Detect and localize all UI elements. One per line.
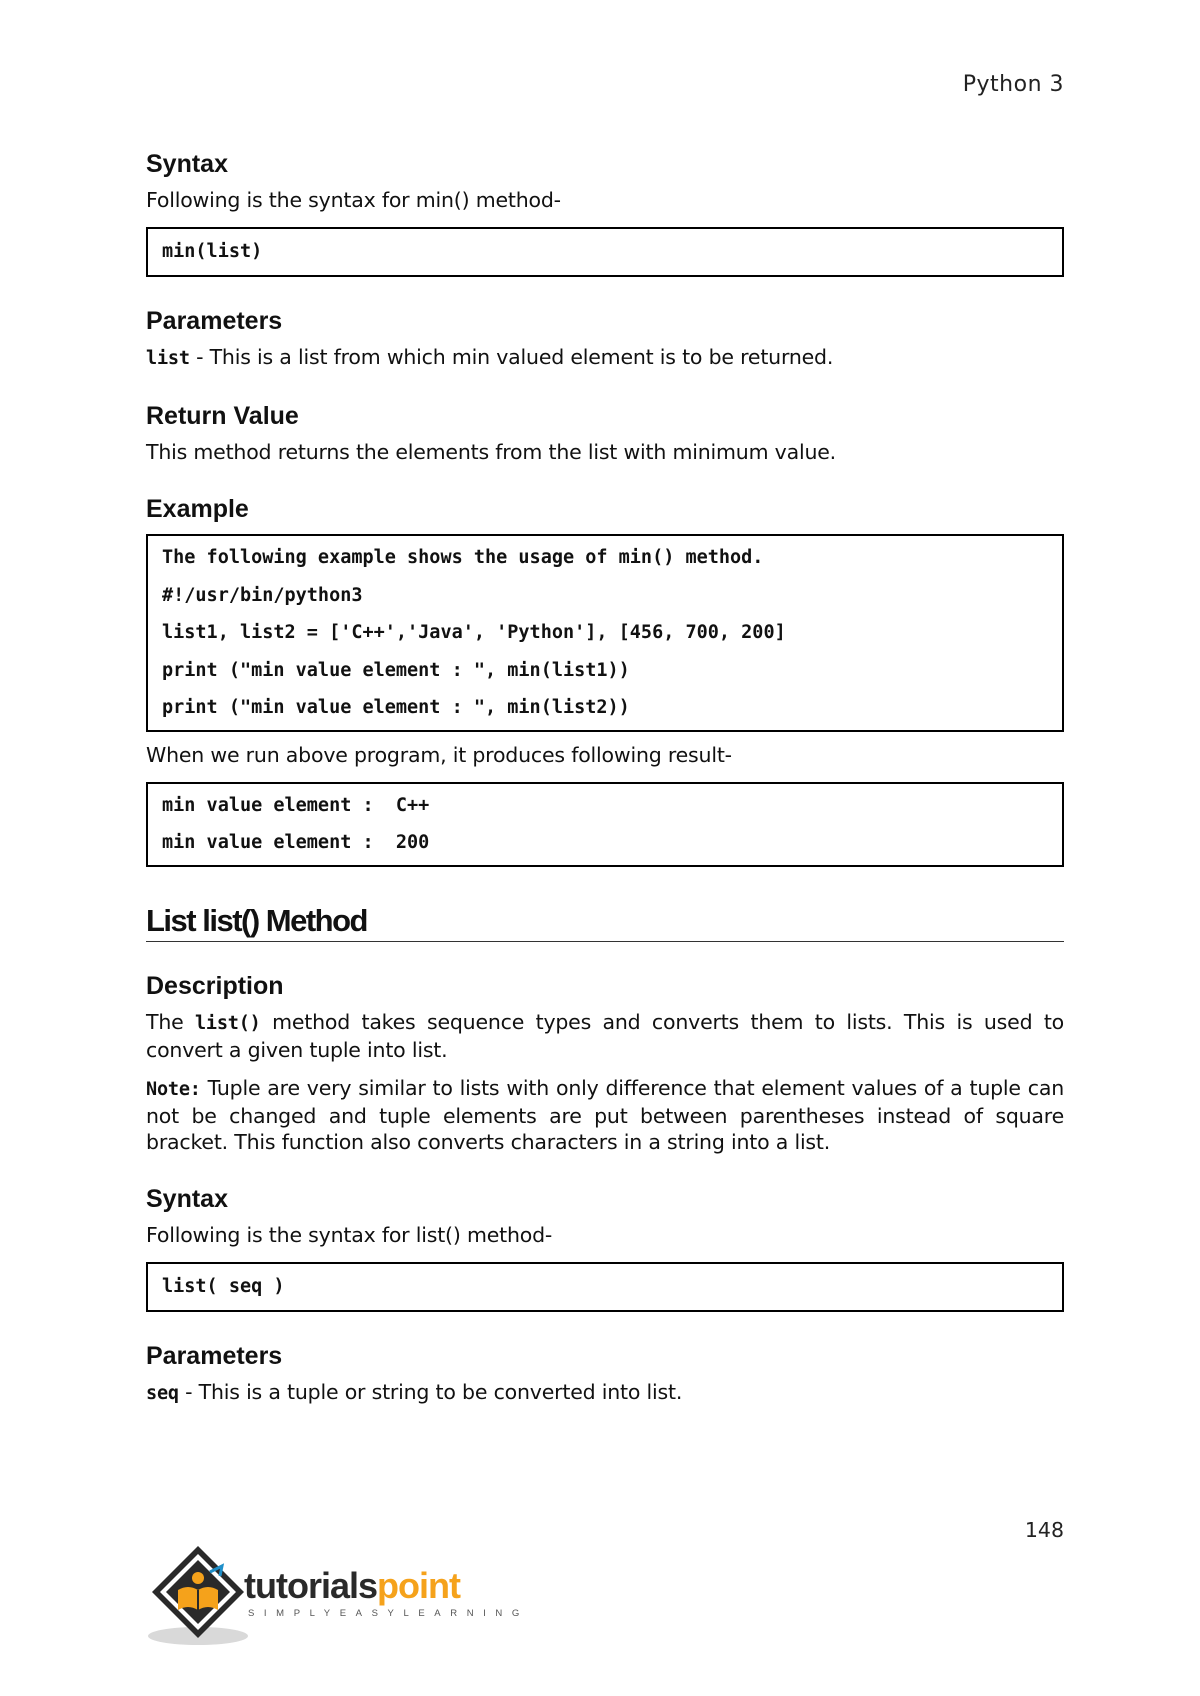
logo-text-main: tutorials	[244, 1565, 378, 1606]
page-content	[146, 150, 1064, 1407]
logo-tagline: SIMPLYEASYLEARNING	[248, 1608, 529, 1619]
output-line: min value element : 200	[162, 832, 430, 853]
parameters-heading: Parameters	[146, 307, 283, 335]
description-text: The	[146, 1009, 195, 1034]
output-line: min value element : C++	[162, 794, 430, 816]
chapter-title: List list() Method	[146, 903, 1064, 942]
running-header: Python 3	[962, 72, 1064, 97]
logo-text-accent: point	[377, 1565, 460, 1606]
syntax-intro: Following is the syntax for list() method-	[146, 1222, 553, 1247]
example-heading: Example	[146, 495, 249, 523]
tutorialspoint-logo-icon	[152, 1546, 244, 1638]
tutorialspoint-logo	[146, 1540, 529, 1650]
return-value-heading: Return Value	[146, 402, 299, 430]
parameter-name: seq	[146, 1382, 179, 1404]
code-line: #!/usr/bin/python3	[162, 584, 363, 606]
output-box	[146, 782, 1064, 867]
inline-code: list()	[194, 1012, 261, 1034]
example-code-box	[146, 534, 1064, 732]
syntax-code-box	[146, 1262, 1064, 1312]
logo-wordmark	[244, 1565, 461, 1606]
code-line: list( seq )	[162, 1275, 285, 1297]
syntax-code-box	[146, 227, 1064, 277]
parameter-description	[146, 1379, 1064, 1407]
description-text: method takes sequence types and converts them to lists. This is used to convert a given tuple into list.	[146, 1009, 1065, 1062]
parameter-name: list	[146, 348, 190, 369]
parameter-text: - This is a tuple or string to be converted into list.	[178, 1379, 683, 1404]
syntax-heading: Syntax	[146, 150, 228, 178]
document-page	[146, 0, 1064, 1696]
parameter-description	[146, 344, 1064, 372]
description-paragraph	[146, 1009, 1064, 1063]
code-line: print ("min value element : ", min(list2))	[162, 697, 630, 718]
code-line: list1, list2 = ['C++','Java', 'Python'], [456, 700, 200]	[162, 622, 786, 643]
note-label: Note:	[146, 1078, 201, 1100]
description-heading: Description	[146, 971, 284, 1000]
syntax-heading: Syntax	[146, 1184, 228, 1213]
syntax-intro: Following is the syntax for min() method-	[146, 188, 561, 212]
note-text: Tuple are very similar to lists with only difference that element values of a tuple can not be changed and tuple elements are put between parentheses instead of square bracket. This function also converts characters in a string into a list.	[146, 1075, 1064, 1154]
result-intro: When we run above program, it produces following result-	[146, 742, 732, 767]
code-line: min(list)	[162, 241, 263, 262]
code-line: print ("min value element : ", min(list1))	[162, 659, 630, 681]
note-paragraph	[146, 1075, 1064, 1155]
code-line: The following example shows the usage of min() method.	[162, 547, 764, 568]
return-value-text: This method returns the elements from the list with minimum value.	[146, 440, 836, 464]
parameter-text: - This is a list from which min valued element is to be returned.	[189, 345, 834, 369]
parameters-heading: Parameters	[146, 1341, 283, 1370]
page-number: 148	[1024, 1518, 1064, 1542]
